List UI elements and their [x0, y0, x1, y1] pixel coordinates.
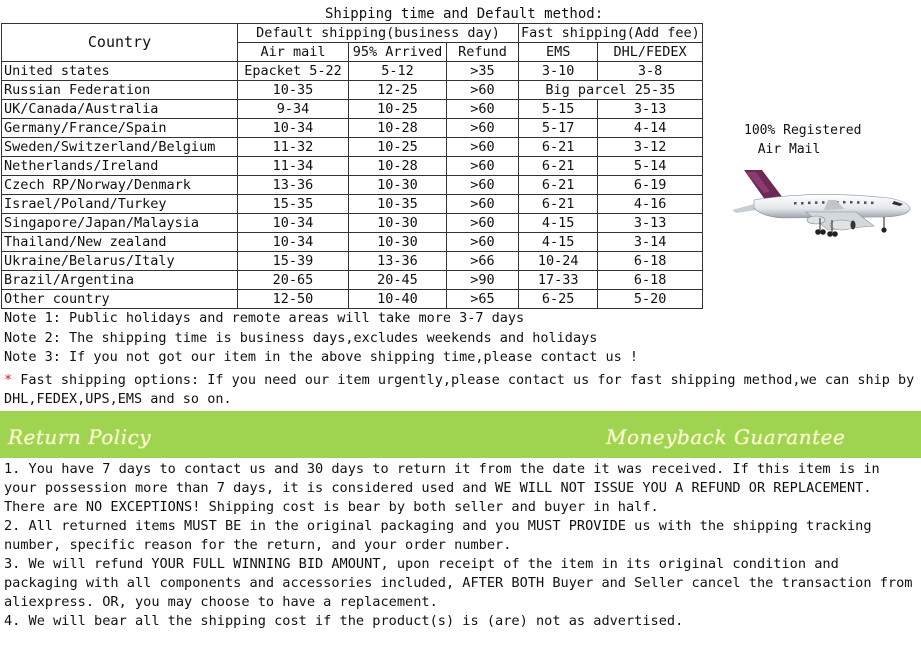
shipping-table	[1, 23, 703, 309]
note-2: Note 2: The shipping time is business days,excludes weekends and holidays	[4, 330, 598, 346]
header-air-mail: Air mail	[238, 43, 349, 62]
cell-dhl-fedex: 6-18	[598, 271, 702, 290]
cell-refund: >90	[447, 271, 519, 290]
cell-refund: >66	[447, 252, 519, 271]
policy-item-2: 2. All returned items MUST BE in the original packaging and you MUST PROVIDE us with the shipping tracking number, specific reason for the return, and your order number.	[4, 518, 872, 553]
cell-air-mail: 10-34	[238, 233, 349, 252]
cell-arrived: 20-45	[349, 271, 447, 290]
cell-country: Singapore/Japan/Malaysia	[2, 214, 238, 233]
cell-dhl-fedex: 4-16	[598, 195, 702, 214]
cell-country: Sweden/Switzerland/Belgium	[2, 138, 238, 157]
cell-dhl-fedex: 3-12	[598, 138, 702, 157]
cell-country: UK/Canada/Australia	[2, 100, 238, 119]
table-row	[2, 176, 703, 195]
cell-arrived: 10-28	[349, 119, 447, 138]
cell-country: Thailand/New zealand	[2, 233, 238, 252]
header-refund: Refund	[447, 43, 519, 62]
cell-air-mail: 10-34	[238, 214, 349, 233]
note-3: Note 3: If you not got our item in the above shipping time,please contact us !	[4, 349, 638, 365]
header-arrived: 95% Arrived	[349, 43, 447, 62]
cell-refund: >65	[447, 290, 519, 309]
cell-refund: >60	[447, 176, 519, 195]
cell-refund: >60	[447, 119, 519, 138]
cell-country: Israel/Poland/Turkey	[2, 195, 238, 214]
cell-ems: 4-15	[519, 233, 598, 252]
table-row	[2, 271, 703, 290]
cell-fast-shipping: Big parcel 25-35	[519, 81, 703, 100]
table-row	[2, 119, 703, 138]
header-country: Country	[2, 24, 238, 62]
cell-country: Brazil/Argentina	[2, 271, 238, 290]
cell-arrived: 10-30	[349, 176, 447, 195]
cell-dhl-fedex: 4-14	[598, 119, 702, 138]
cell-dhl-fedex: 5-14	[598, 157, 702, 176]
cell-country: Other country	[2, 290, 238, 309]
table-row	[2, 214, 703, 233]
cell-ems: 6-21	[519, 195, 598, 214]
cell-air-mail: Epacket 5-22	[238, 62, 349, 81]
policy-item-1: 1. You have 7 days to contact us and 30 days to return it from the date it was received. If this item is in your possession more than 7 days, it is considered used and WE WILL NOT ISSUE YOU A REFUND OR REPLACEMENT. There are NO EXCEPTIONS! Shipping cost is bear by both seller and buyer in half.	[4, 461, 880, 515]
cell-air-mail: 13-36	[238, 176, 349, 195]
cell-ems: 10-24	[519, 252, 598, 271]
note-1: Note 1: Public holidays and remote areas will take more 3-7 days	[4, 310, 525, 326]
cell-refund: >35	[447, 62, 519, 81]
cell-ems: 17-33	[519, 271, 598, 290]
cell-dhl-fedex: 3-13	[598, 100, 702, 119]
cell-dhl-fedex: 3-13	[598, 214, 702, 233]
cell-air-mail: 11-32	[238, 138, 349, 157]
cell-refund: >60	[447, 214, 519, 233]
cell-arrived: 10-30	[349, 214, 447, 233]
table-row	[2, 252, 703, 271]
cell-air-mail: 9-34	[238, 100, 349, 119]
cell-country: Netherlands/Ireland	[2, 157, 238, 176]
cell-arrived: 5-12	[349, 62, 447, 81]
cell-ems: 5-15	[519, 100, 598, 119]
moneyback-guarantee-heading: Moneyback Guarantee	[606, 425, 846, 449]
cell-arrived: 10-30	[349, 233, 447, 252]
table-row	[2, 100, 703, 119]
cell-refund: >60	[447, 233, 519, 252]
shipping-table-body	[2, 62, 703, 309]
cell-dhl-fedex: 6-18	[598, 252, 702, 271]
return-policy-banner	[0, 411, 921, 458]
registered-air-mail-label	[744, 121, 862, 159]
table-row	[2, 138, 703, 157]
cell-dhl-fedex: 3-8	[598, 62, 702, 81]
cell-ems: 5-17	[519, 119, 598, 138]
cell-ems: 6-25	[519, 290, 598, 309]
cell-ems: 4-15	[519, 214, 598, 233]
cell-air-mail: 11-34	[238, 157, 349, 176]
cell-air-mail: 10-34	[238, 119, 349, 138]
cell-arrived: 10-40	[349, 290, 447, 309]
cell-refund: >60	[447, 157, 519, 176]
cell-air-mail: 15-39	[238, 252, 349, 271]
policy-item-4: 4. We will bear all the shipping cost if the product(s) is (are) not as advertised.	[4, 613, 684, 629]
fast-shipping-text: Fast shipping options: If you need our item urgently,please contact us for fast shipping method,we can ship by DHL,FEDEX,UPS,EMS and so on.	[4, 372, 915, 407]
cell-air-mail: 20-65	[238, 271, 349, 290]
cell-air-mail: 15-35	[238, 195, 349, 214]
cell-arrived: 10-28	[349, 157, 447, 176]
cell-refund: >60	[447, 138, 519, 157]
cell-refund: >60	[447, 100, 519, 119]
return-policy-text	[4, 460, 918, 631]
return-policy-heading: Return Policy	[8, 425, 152, 449]
cell-arrived: 10-25	[349, 100, 447, 119]
cell-country: United states	[2, 62, 238, 81]
cell-ems: 6-21	[519, 157, 598, 176]
cell-air-mail: 12-50	[238, 290, 349, 309]
table-title: Shipping time and Default method:	[325, 6, 604, 22]
cell-country: Germany/France/Spain	[2, 119, 238, 138]
header-dhl-fedex: DHL/FEDEX	[598, 43, 702, 62]
cell-arrived: 10-25	[349, 138, 447, 157]
cell-dhl-fedex: 6-19	[598, 176, 702, 195]
registered-line-1: 100% Registered	[744, 123, 862, 138]
table-row	[2, 81, 703, 100]
header-default-shipping: Default shipping(business day)	[238, 24, 519, 43]
registered-line-2: Air Mail	[757, 142, 821, 157]
cell-country: Czech RP/Norway/Denmark	[2, 176, 238, 195]
cell-air-mail: 10-35	[238, 81, 349, 100]
header-ems: EMS	[519, 43, 598, 62]
cell-dhl-fedex: 5-20	[598, 290, 702, 309]
table-row	[2, 157, 703, 176]
airplane-image	[724, 160, 914, 244]
table-row	[2, 62, 703, 81]
fast-shipping-options	[4, 371, 916, 409]
cell-arrived: 12-25	[349, 81, 447, 100]
cell-refund: >60	[447, 195, 519, 214]
table-row	[2, 233, 703, 252]
cell-arrived: 10-35	[349, 195, 447, 214]
cell-refund: >60	[447, 81, 519, 100]
cell-arrived: 13-36	[349, 252, 447, 271]
cell-dhl-fedex: 3-14	[598, 233, 702, 252]
cell-country: Russian Federation	[2, 81, 238, 100]
table-row	[2, 290, 703, 309]
cell-ems: 6-21	[519, 176, 598, 195]
policy-item-3: 3. We will refund YOUR FULL WINNING BID AMOUNT, upon receipt of the item in its original condition and packaging with all components and accessories included, AFTER BOTH Buyer and Seller cancel the transaction from aliexpress. OR, you may choose to have a replacement.	[4, 556, 913, 610]
cell-country: Ukraine/Belarus/Italy	[2, 252, 238, 271]
cell-ems: 3-10	[519, 62, 598, 81]
star-marker: *	[4, 372, 13, 388]
table-row	[2, 195, 703, 214]
cell-ems: 6-21	[519, 138, 598, 157]
header-fast-shipping: Fast shipping(Add fee)	[519, 24, 703, 43]
